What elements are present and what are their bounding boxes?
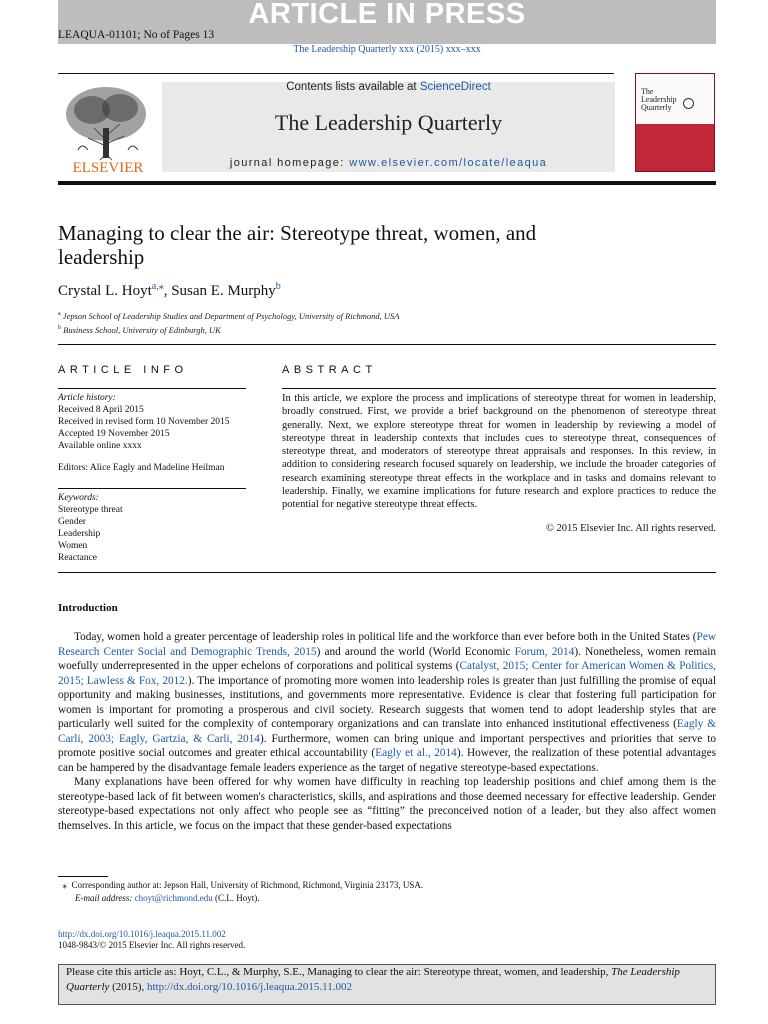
- article-title: Managing to clear the air: Stereotype threat, women, and leadership: [58, 221, 537, 269]
- keywords-label: Keywords:: [58, 493, 99, 503]
- p1-text: ). However, the realization of these potential advantages can be hampered by the disadvantage female leaders experience as the target of negative stereotype-based expectations.: [58, 747, 716, 774]
- cite-doi-link[interactable]: http://dx.doi.org/10.1016/j.leaqua.2015.11.002: [146, 981, 352, 993]
- email-suffix: (C.L. Hoyt).: [212, 892, 260, 903]
- citation-link[interactable]: Catalyst, 2015; Center for American Women & Politics, 2015; Lawless & Fox, 2012.: [58, 660, 716, 687]
- article-history: [58, 392, 229, 452]
- author-1-affil-link[interactable]: a,⁎: [151, 281, 164, 292]
- corresponding-author-note: [58, 879, 423, 892]
- article-info-rule: [58, 388, 246, 389]
- affil-a-text: Jepson School of Leadership Studies and Department of Psychology, University of Richmond, USA: [62, 310, 400, 321]
- keywords-rule: [58, 488, 246, 489]
- cover-emblem-icon: [683, 98, 694, 109]
- p1-text: ) and around the world (World Economic: [316, 645, 515, 658]
- affil-b-text: Business School, University of Edinburgh, UK: [63, 324, 221, 335]
- header-rule: [58, 73, 614, 74]
- elsevier-tree-icon: [58, 80, 158, 176]
- keyword: Stereotype threat: [58, 505, 123, 515]
- author-2: Susan E. Murphy: [171, 283, 276, 299]
- affiliations: [58, 308, 399, 336]
- revised-date: Received in revised form 10 November 2015: [58, 417, 230, 427]
- footnote: [58, 879, 423, 904]
- publisher-name: ELSEVIER: [72, 160, 144, 176]
- keyword: Women: [58, 541, 88, 551]
- p1-text: ). Furthermore, women can bring unique and important perspectives and priorities that serve to promote positive social outcomes and greater ethical accountability (: [58, 732, 716, 759]
- banner-text: ARTICLE IN PRESS: [248, 0, 526, 30]
- affiliation-b: [58, 322, 399, 336]
- homepage-prefix: journal homepage:: [229, 157, 350, 169]
- online-date: Available online xxxx: [58, 441, 142, 451]
- introduction-heading: Introduction: [58, 602, 118, 614]
- email-link[interactable]: choyt@richmond.edu: [134, 892, 213, 903]
- citation-link[interactable]: Eagly & Carli, 2003; Eagly, Gartzia, & Carli, 2014: [58, 718, 716, 745]
- elsevier-logo: [58, 80, 158, 176]
- email-line: [58, 892, 423, 905]
- corresponding-text: Corresponding author at: Jepson Hall, University of Richmond, Richmond, Virginia 23173, USA.: [71, 880, 424, 890]
- citation-link[interactable]: Forum, 2014: [514, 645, 575, 658]
- accepted-date: Accepted 19 November 2015: [58, 429, 170, 439]
- author-separator: ,: [163, 283, 172, 299]
- journal-name: The Leadership Quarterly: [274, 110, 503, 135]
- keyword: Reactance: [58, 553, 98, 563]
- footnote-mark: ⁎: [62, 880, 67, 890]
- section-rule: [58, 572, 716, 573]
- citation-text: [66, 965, 710, 995]
- paragraph-2: Many explanations have been offered for why women have difficulty in reaching top leadership positions and chief among them is the stereotype-based lack of fit between women's characteristics, skills, and aspirations and those deemed necessary for effective leadership. Gender stereotype-based expectations not only affect who people see as “fitting” the preconceived notion of a leader, but they also affect women themselves. In this article, we focus on the impact that these gender-based expectations: [58, 776, 716, 832]
- header-thick-rule: [58, 181, 716, 185]
- affiliation-a: [58, 308, 399, 322]
- abstract-text: In this article, we explore the process and implications of stereotype threat for women in leadership, broadly construed. First, we provide a brief background on the phenomenon of stereotype threat generally. Next, we explore stereotype threat for women in leadership by reviewing a model of stereotype threat in leadership contexts that includes cues to stereotype threat, consequences of stereotype threat, and moderators of stereotype threat appraisals and responses. In this review, in addition to considering research focused squarely on leadership, we include the broader categories of research examining stereotype threat effects in the workplace and in tasks and domains relevant to leadership. Finally, we examine implications for future research and explore practices to reduce the potential for negative stereotype threat effects.: [282, 393, 716, 511]
- keyword: Gender: [58, 517, 86, 527]
- doi-link[interactable]: http://dx.doi.org/10.1016/j.leaqua.2015.11.002: [58, 929, 226, 939]
- contents-prefix: Contents lists available at: [286, 81, 420, 93]
- history-label: Article history:: [58, 393, 116, 403]
- footnote-rule: [58, 876, 108, 877]
- email-label: E-mail address:: [75, 892, 135, 903]
- affil-b-mark: b: [58, 324, 61, 331]
- journal-cover-title: [641, 88, 677, 112]
- editors: Editors: Alice Eagly and Madeline Heilman: [58, 463, 225, 473]
- citation-link[interactable]: Pew Research Center Social and Demographic Trends, 2015: [58, 631, 716, 658]
- citation-link[interactable]: Eagly et al., 2014: [375, 747, 457, 759]
- abstract-rule: [282, 388, 716, 389]
- abstract-copyright: © 2015 Elsevier Inc. All rights reserved.: [545, 523, 716, 534]
- affil-a-mark: a: [58, 311, 61, 317]
- body-text: [58, 630, 716, 833]
- keywords: [58, 492, 123, 564]
- p1-text: ). Nonetheless, women remain woefully underrepresented in the upper echelons of corporations and political systems (: [58, 645, 717, 672]
- contents-line: [162, 81, 615, 93]
- p1-text: ). The importance of promoting more women into leadership roles is greater than just fulfilling the promise of equal opportunity and making businesses, institutions, and governments more representative. Evidence is clear that fostering full participation for women is important for promoting a prosperous and civil society. Research suggests that women tend to adopt leadership styles that are particularly well suited for the complexity of contemporary organizations and can translate into enhanced institutional effectiveness (: [58, 674, 716, 730]
- cite-prefix: Please cite this article as: Hoyt, C.L., & Murphy, S.E., Managing to clear the air: Stereotype threat, women, and leadership,: [66, 966, 612, 978]
- paragraph-1: [58, 630, 716, 775]
- p1-text: Today, women hold a greater percentage of leadership roles in political life and the workforce than ever before both in the United States (: [74, 631, 697, 643]
- issn-line: 1048-9843/© 2015 Elsevier Inc. All rights reserved.: [58, 940, 246, 950]
- homepage-line: [162, 157, 615, 169]
- cite-journal: The Leadership Quarterly: [66, 966, 680, 993]
- author-1: Crystal L. Hoyt: [58, 283, 152, 299]
- cite-year: (2015),: [109, 981, 147, 993]
- cover-text-1: The: [641, 87, 654, 96]
- homepage-link[interactable]: www.elsevier.com/locate/leaqua: [349, 157, 548, 169]
- received-date: Received 8 April 2015: [58, 405, 144, 415]
- cover-text-3: Quarterly: [641, 103, 672, 112]
- cover-text-2: Leadership: [641, 95, 677, 104]
- keyword: Leadership: [58, 529, 101, 539]
- sciencedirect-link[interactable]: ScienceDirect: [419, 81, 491, 93]
- article-id: LEAQUA-01101; No of Pages 13: [58, 29, 215, 41]
- author-list: [58, 281, 281, 300]
- author-2-affil-link[interactable]: b: [275, 281, 281, 292]
- journal-citation-link[interactable]: The Leadership Quarterly xxx (2015) xxx–xxx: [293, 44, 481, 55]
- section-rule: [58, 344, 716, 345]
- article-info-heading: ARTICLE INFO: [58, 364, 188, 376]
- abstract-heading: ABSTRACT: [282, 364, 377, 376]
